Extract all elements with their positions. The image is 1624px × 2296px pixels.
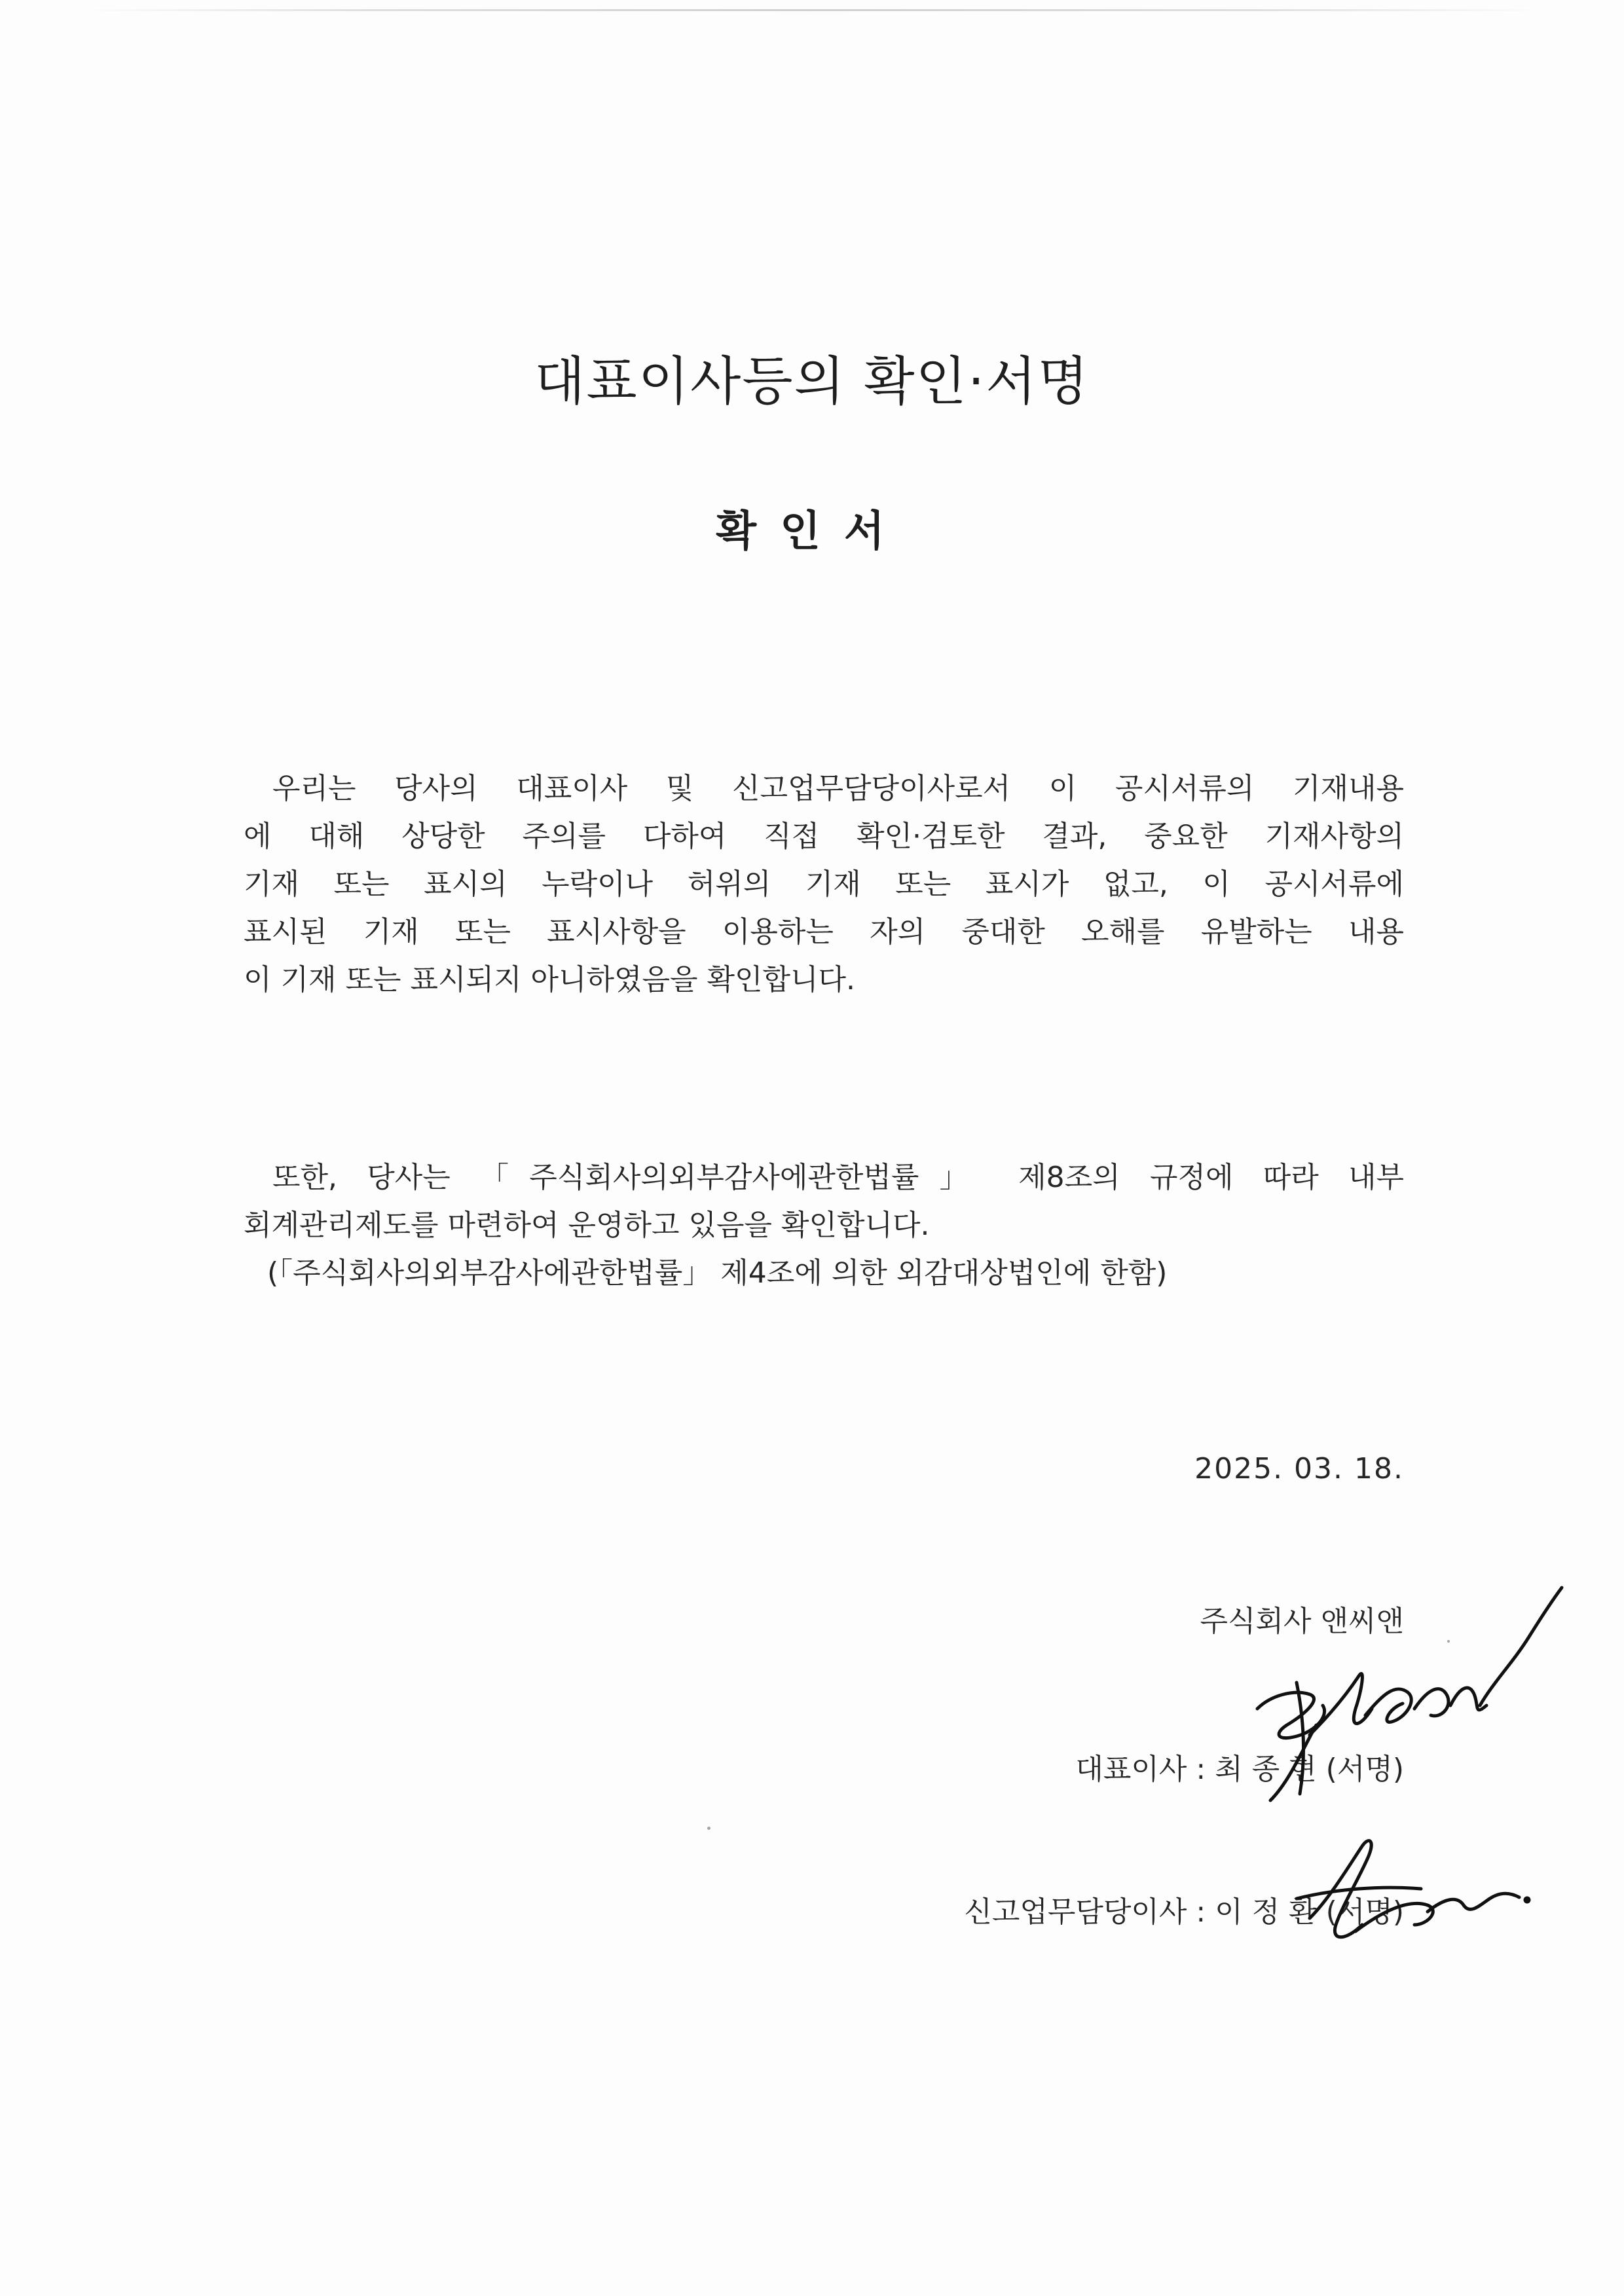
paragraph-line: 에 대해 상당한 주의를 다하여 직접 확인·검토한 결과, 중요한 기재사항의: [244, 820, 1404, 853]
officer-signature-line: 신고업무담당이사 : 이 정 환 (서명): [964, 1895, 1404, 1929]
paragraph-line: 우리는 당사의 대표이사 및 신고업무담당이사로서 이 공시서류의 기재내용: [272, 772, 1404, 805]
scan-speck: [1447, 1640, 1450, 1643]
paragraph-note: (「주식회사의외부감사에관한법률」 제4조에 의한 외감대상법인에 한함): [267, 1256, 1168, 1290]
document-date: 2025. 03. 18.: [1194, 1452, 1404, 1485]
confirmation-paragraph: [244, 765, 1404, 1004]
scan-edge-line: [79, 9, 1545, 11]
document-subtitle: 확인서: [716, 507, 908, 556]
company-name: 주식회사 앤씨앤: [1200, 1605, 1404, 1638]
document-title: 대표이사등의 확인·서명: [534, 351, 1090, 412]
scan-speck: [707, 1827, 710, 1830]
internal-control-paragraph: [244, 1154, 1404, 1297]
paragraph-line: 또한, 당사는 「주식회사의외부감사에관한법률」 제8조의 규정에 따라 내부: [272, 1161, 1404, 1194]
paragraph-line: 기재 또는 표시의 누락이나 허위의 기재 또는 표시가 없고, 이 공시서류에: [244, 867, 1404, 901]
paragraph-line: 이 기재 또는 표시되지 아니하였음을 확인합니다.: [244, 963, 855, 996]
paragraph-line: 표시된 기재 또는 표시사항을 이용하는 자의 중대한 오해를 유발하는 내용: [244, 915, 1404, 949]
paragraph-line: 회계관리제도를 마련하여 운영하고 있음을 확인합니다.: [244, 1209, 930, 1242]
ceo-signature-line: 대표이사 : 최 종 현 (서명): [1075, 1753, 1404, 1786]
